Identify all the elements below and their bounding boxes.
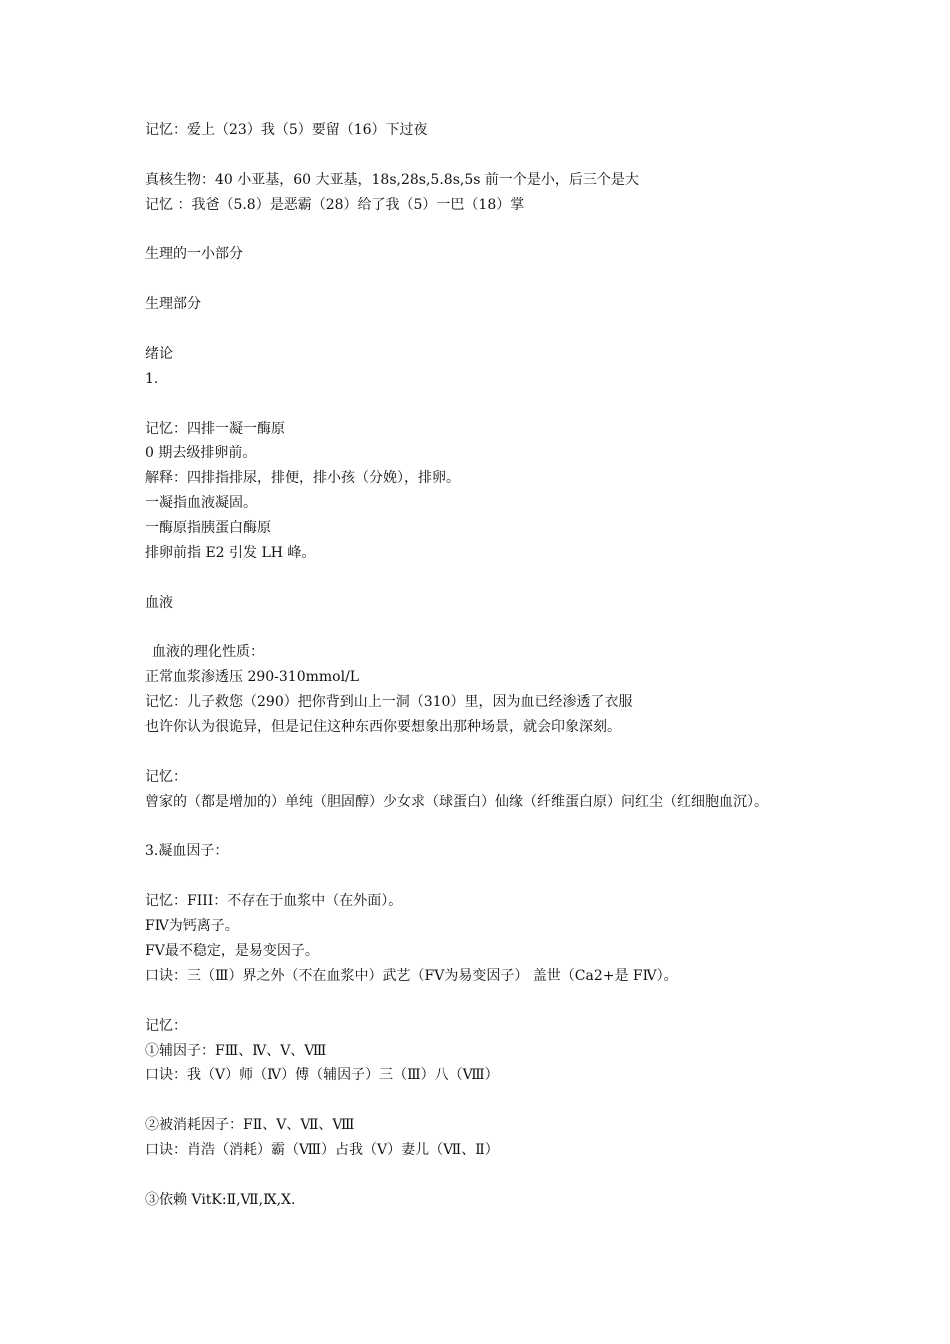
text-line: 一凝指血液凝固。 bbox=[145, 495, 257, 511]
text-line: FⅤ最不稳定，是易变因子。 bbox=[145, 943, 319, 959]
text-line: 口诀：肖浩（消耗）霸（Ⅷ）占我（Ⅴ）妻儿（Ⅶ、Ⅱ） bbox=[145, 1142, 499, 1158]
text-line: 曾家的（都是增加的）单纯（胆固醇）少女求（球蛋白）仙缘（纤维蛋白原）问红尘（红细胞血沉）。 bbox=[145, 794, 768, 810]
text-line: 也许你认为很诡异，但是记住这种东西你要想象出那种场景，就会印象深刻。 bbox=[145, 719, 621, 735]
text-line: 记忆：FIII：不存在于血浆中（在外面）。 bbox=[145, 893, 403, 909]
section-heading: 血液 bbox=[145, 595, 173, 611]
text-line: 记忆：四排一凝一酶原 bbox=[145, 421, 285, 437]
text-line: 记忆：爱上（23）我（5）要留（16）下过夜 bbox=[145, 122, 428, 138]
subsection-heading: 血液的理化性质： bbox=[152, 644, 264, 660]
section-heading: 生理部分 bbox=[145, 296, 201, 312]
text-line: 正常血浆渗透压 290-310mmol/L bbox=[145, 669, 360, 685]
text-line: 记忆： bbox=[145, 1018, 187, 1034]
text-line: 0 期去级排卵前。 bbox=[145, 445, 257, 461]
section-heading: 绪论 bbox=[145, 346, 173, 362]
text-line: 记忆 ：我爸（5.8）是恶霸（28）给了我（5）一巴（18）掌 bbox=[145, 197, 525, 213]
text-line: 记忆： bbox=[145, 769, 187, 785]
section-heading: 生理的一小部分 bbox=[145, 246, 243, 262]
text-line: ①辅因子：FⅢ、Ⅳ、Ⅴ、Ⅷ bbox=[145, 1043, 327, 1059]
list-number: 1. bbox=[145, 371, 159, 387]
text-line: 解释：四排指排尿，排便，排小孩（分娩），排卵。 bbox=[145, 470, 460, 486]
text-line: 口诀：三（Ⅲ）界之外（不在血浆中）武艺（FⅤ为易变因子） 盖世（Ca2+是 FⅣ）。 bbox=[145, 968, 678, 984]
section-heading: 3.凝血因子： bbox=[145, 843, 229, 859]
text-line: ③依赖 VitK:Ⅱ,Ⅶ,Ⅸ,Ⅹ. bbox=[145, 1192, 296, 1208]
text-line: 记忆：儿子救您（290）把你背到山上一洞（310）里，因为血已经渗透了衣服 bbox=[145, 694, 633, 710]
text-line: 真核生物：40 小亚基，60 大亚基，18s,28s,5.8s,5s 前一个是小，后三个是大 bbox=[145, 172, 639, 188]
text-line: ②被消耗因子：FⅡ、Ⅴ、Ⅶ、Ⅷ bbox=[145, 1117, 355, 1133]
text-line: FⅣ为钙离子。 bbox=[145, 918, 239, 934]
text-line: 口诀：我（Ⅴ）师（Ⅳ）傅（辅因子）三（Ⅲ）八（Ⅷ） bbox=[145, 1067, 499, 1083]
text-line: 一酶原指胰蛋白酶原 bbox=[145, 520, 271, 536]
text-line: 排卵前指 E2 引发 LH 峰。 bbox=[145, 545, 316, 561]
